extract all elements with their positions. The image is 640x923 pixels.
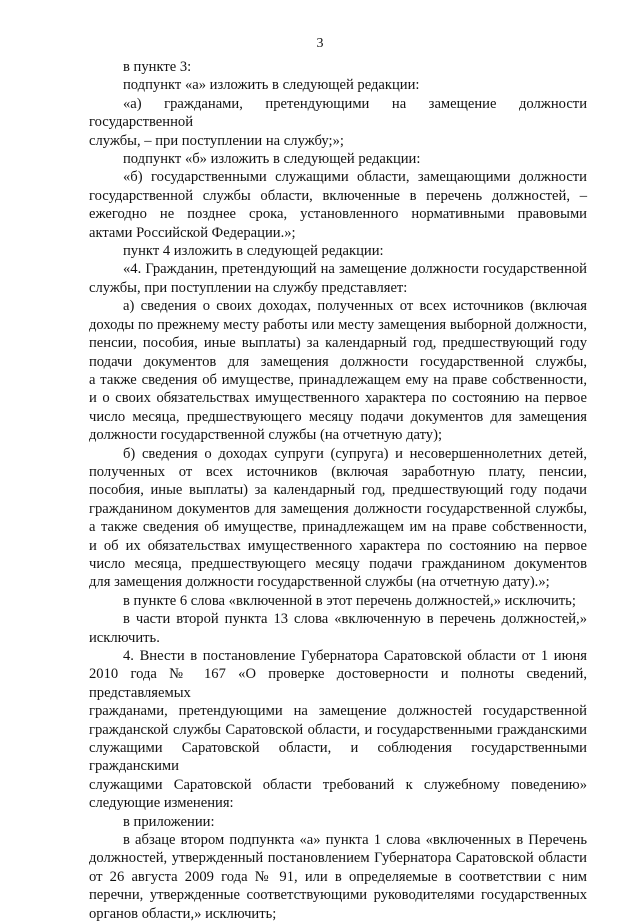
text-line: и об их обязательствах имущественного характера по состоянию на первое xyxy=(89,537,587,554)
text-line: органов области,» исключить; xyxy=(89,905,277,922)
text-line: исключить. xyxy=(89,629,160,646)
text-line: для замещения должности государственной службы (на отчетную дату).»; xyxy=(89,574,550,591)
text-line: гражданской службы Саратовской области, и государственными гражданскими xyxy=(89,721,587,738)
text-line: а) сведения о своих доходах, полученных от всех источников (включая xyxy=(123,298,587,315)
text-line: «б) государственными служащими области, замещающими должности xyxy=(123,169,587,186)
text-line: в абзаце втором подпункта «а» пункта 1 слова «включенных в Перечень xyxy=(123,832,587,849)
text-line: перечни, утвержденные соответствующими руководителями государственных xyxy=(89,887,587,904)
text-line: пенсии, пособия, иные выплаты) за календарный год, предшествующий году xyxy=(89,335,587,352)
document-body xyxy=(89,58,587,923)
text-line: государственной службы области, включенные в перечень должностей, – xyxy=(89,187,587,204)
text-line: службы, при поступлении на службу представляет: xyxy=(89,279,408,296)
text-line: ежегодно не позднее срока, установленного нормативными правовыми xyxy=(89,206,587,223)
text-line: в пункте 6 слова «включенной в этот перечень должностей,» исключить; xyxy=(123,592,576,609)
text-line: гражданином документов для замещения должности государственной службы, xyxy=(89,500,587,517)
text-line: подачи документов для замещения должности государственной службы, xyxy=(89,353,587,370)
text-line: 2010 года № 167 «О проверке достоверности и полноты сведений, представляемых xyxy=(89,666,587,701)
text-line: служащими Саратовской области, и соблюдения государственными гражданскими xyxy=(89,740,587,775)
text-line: и о своих обязательствах имущественного характера по состоянию на первое xyxy=(89,390,587,407)
text-line: пункт 4 изложить в следующей редакции: xyxy=(123,243,384,260)
text-line: а также сведения об имуществе, принадлежащем ему на праве собственности, xyxy=(89,371,587,388)
text-line: пособия, иные выплаты) за календарный год, предшествующий году подачи xyxy=(89,482,587,499)
text-line: гражданами, претендующими на замещение должностей государственной xyxy=(89,703,587,720)
page-number: 3 xyxy=(316,36,324,51)
text-line: число месяца, предшествующего месяцу подачи гражданином документов xyxy=(89,555,587,572)
text-line: 4. Внести в постановление Губернатора Саратовской области от 1 июня xyxy=(123,648,587,664)
text-line: в части второй пункта 13 слова «включенную в перечень должностей,» xyxy=(123,611,587,628)
text-line: а также сведения об имуществе, принадлежащем им на праве собственности, xyxy=(89,519,587,536)
text-line: службы, – при поступлении на службу;»; xyxy=(89,132,344,149)
text-line: служащими Саратовской области требований к служебному поведению» xyxy=(89,776,587,793)
text-line: в пункте 3: xyxy=(123,59,192,75)
text-line: подпункт «б» изложить в следующей редакции: xyxy=(123,151,421,168)
text-line: число месяца, предшествующего месяцу подачи документов для замещения xyxy=(89,408,587,425)
text-line: в приложении: xyxy=(123,813,215,830)
text-line: б) сведения о доходах супруги (супруга) и несовершеннолетних детей, xyxy=(123,445,587,462)
text-line: следующие изменения: xyxy=(89,795,234,812)
text-line: подпункт «а» изложить в следующей редакции: xyxy=(123,77,420,94)
text-line: доходы по прежнему месту работы или месту замещения выборной должности, xyxy=(89,316,587,333)
text-line: «4. Гражданин, претендующий на замещение должности государственной xyxy=(123,261,587,278)
text-line: должностей, утвержденный постановлением Губернатора Саратовской области xyxy=(89,850,587,867)
text-line: от 26 августа 2009 года № 91, или в определяемые в соответствии с ним xyxy=(89,868,587,885)
text-line: полученных от всех источников (включая заработную плату, пенсии, xyxy=(89,463,587,480)
text-line: «а) гражданами, претендующими на замещение должности государственной xyxy=(89,95,587,131)
text-line: должности государственной службы (на отчетную дату); xyxy=(89,427,443,444)
text-line: актами Российской Федерации.»; xyxy=(89,224,296,241)
